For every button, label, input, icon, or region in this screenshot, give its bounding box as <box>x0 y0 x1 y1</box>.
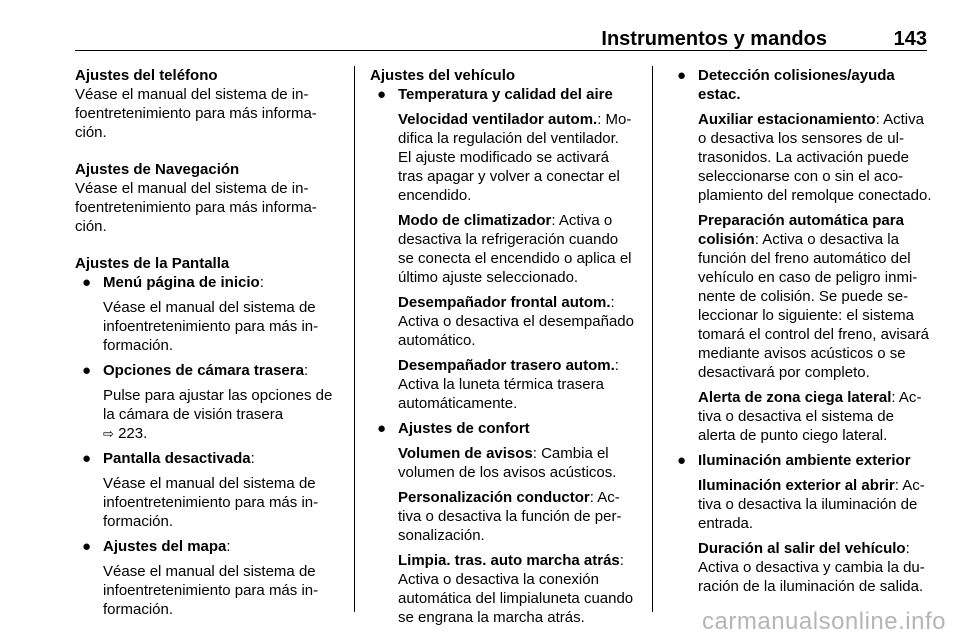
section-text: Véase el manual del sistema de infoentretenimiento para más información. <box>75 180 317 235</box>
setting-name: Iluminación exterior al abrir <box>698 477 895 494</box>
page-title: Instrumentos y mandos <box>601 28 827 50</box>
bullet-item <box>670 451 932 596</box>
bullet-item: ● Opciones de cámara trasera: Pulse para ajustar las opciones de la cámara de visión trasera ⇨ 223. <box>75 361 337 443</box>
bullet-icon: ● <box>377 86 387 103</box>
setting-name: Auxiliar estacionamiento <box>698 111 876 128</box>
setting-name: Modo de climatizador <box>398 212 552 229</box>
setting-desc: : Activa o desactiva y cambia la duración de la iluminación de salida. <box>698 540 925 595</box>
section-display-settings <box>75 254 337 619</box>
bullet-icon: ● <box>677 452 687 469</box>
bullet-text: Véase el manual del sistema de infoentretenimiento para más información. <box>103 563 319 618</box>
column-1 <box>75 66 337 625</box>
setting-desc: : Activa o desactiva la iluminación de entrada. <box>698 477 925 532</box>
bullet-head: Pantalla desactivada <box>103 450 251 467</box>
bullet-head: Temperatura y calidad del aire <box>398 86 613 103</box>
setting-item <box>398 444 636 482</box>
page-number: 143 <box>893 28 927 50</box>
header-rule <box>75 50 927 51</box>
section-navigation-settings <box>75 160 337 236</box>
setting-item <box>698 388 932 445</box>
setting-name: Alerta de zona ciega lateral <box>698 389 892 406</box>
setting-item <box>398 293 636 350</box>
bullet-item <box>370 419 636 627</box>
page-ref-arrow-icon: ⇨ <box>103 426 114 441</box>
setting-desc: : Cambia el volumen de los avisos acústicos. <box>398 445 617 481</box>
setting-item <box>398 356 636 413</box>
page-ref: 223. <box>118 425 148 442</box>
bullet-item <box>670 66 932 445</box>
bullet-head: Ajustes de confort <box>398 420 530 437</box>
setting-desc: : Activa o desactiva la función de personalización. <box>398 489 622 544</box>
bullet-item: ● Menú página de inicio: Véase el manual del sistema de infoentretenimiento para más información. <box>75 273 337 355</box>
setting-desc: : Activa o desactiva el desempañado automático. <box>398 294 634 349</box>
section-title: Ajustes del vehículo <box>370 67 516 84</box>
bullet-text: Véase el manual del sistema de infoentretenimiento para más información. <box>103 475 319 530</box>
setting-item <box>698 539 932 596</box>
section-phone-settings <box>75 66 337 142</box>
setting-name: Desempañador trasero autom. <box>398 357 615 374</box>
setting-name: Volumen de avisos <box>398 445 533 462</box>
column-divider <box>354 66 355 612</box>
bullet-icon: ● <box>82 274 92 291</box>
bullet-head: Opciones de cámara trasera <box>103 362 304 379</box>
bullet-text <box>103 386 337 443</box>
page-header <box>75 28 927 48</box>
column-3 <box>670 66 932 602</box>
bullet-icon: ● <box>82 538 92 555</box>
bullet-icon: ● <box>677 67 687 84</box>
bullet-head: Iluminación ambiente exterior <box>698 452 911 469</box>
setting-desc: : Activa o desactiva la conexión automática del limpialuneta cuando se engrana la marcha atrás. <box>398 552 634 626</box>
section-title: Ajustes de Navegación <box>75 161 240 178</box>
setting-name: Personalización conductor <box>398 489 590 506</box>
bullet-head: Ajustes del mapa <box>103 538 227 555</box>
bullet-head: Detección colisiones/ayuda estac. <box>698 67 895 103</box>
watermark: carmanualsonline.info <box>702 608 946 635</box>
bullet-text-body: Pulse para ajustar las opciones de la cámara de visión trasera <box>103 387 333 423</box>
bullet-item: ● Pantalla desactivada: Véase el manual del sistema de infoentretenimiento para más información. <box>75 449 337 531</box>
setting-desc: : Activa la luneta térmica trasera automáticamente. <box>398 357 619 412</box>
setting-item <box>698 211 932 382</box>
setting-item <box>698 110 932 205</box>
section-text: Véase el manual del sistema de infoentretenimiento para más información. <box>75 86 317 141</box>
bullet-icon: ● <box>82 450 92 467</box>
setting-desc: : Modifica la regulación del ventilador. El ajuste modificado se activará tras apagar y volver a conectar el encendido. <box>398 111 632 204</box>
setting-name: Duración al salir del vehículo <box>698 540 906 557</box>
column-2 <box>370 66 636 633</box>
setting-item <box>398 110 636 205</box>
setting-name: Preparación automática para colisión <box>698 212 904 248</box>
bullet-icon: ● <box>82 362 92 379</box>
bullet-head: Menú página de inicio <box>103 274 260 291</box>
setting-item <box>398 488 636 545</box>
setting-name: Limpia. tras. auto marcha atrás <box>398 552 620 569</box>
column-divider <box>652 66 653 612</box>
setting-name: Desempañador frontal autom. <box>398 294 611 311</box>
setting-item <box>398 211 636 287</box>
bullet-text: Véase el manual del sistema de infoentretenimiento para más información. <box>103 299 319 354</box>
section-title: Ajustes de la Pantalla <box>75 255 230 272</box>
setting-desc: : Activa o desactiva el sistema de alerta de punto ciego lateral. <box>698 389 922 444</box>
setting-desc: : Activa o desactiva la función del freno automático del vehículo en caso de peligro inminente de colisión. Se puede seleccionar lo siguiente: el sistema tomará el control del freno, avisará mediante avisos acústicos o se desactivará por completo. <box>698 231 929 381</box>
setting-item <box>398 551 636 627</box>
section-title: Ajustes del teléfono <box>75 67 218 84</box>
setting-desc: : Activa o desactiva los sensores de ultrasonidos. La activación puede seleccionarse con o sin el acoplamiento del remolque conectado. <box>698 111 932 204</box>
setting-desc: : Activa o desactiva la refrigeración cuando se conecta el encendido o aplica el último ajuste seleccionado. <box>398 212 632 286</box>
setting-item <box>698 476 932 533</box>
bullet-item <box>370 85 636 413</box>
bullet-item: ● Ajustes del mapa: Véase el manual del sistema de infoentretenimiento para más información. <box>75 537 337 619</box>
setting-name: Velocidad ventilador autom. <box>398 111 598 128</box>
bullet-icon: ● <box>377 420 387 437</box>
